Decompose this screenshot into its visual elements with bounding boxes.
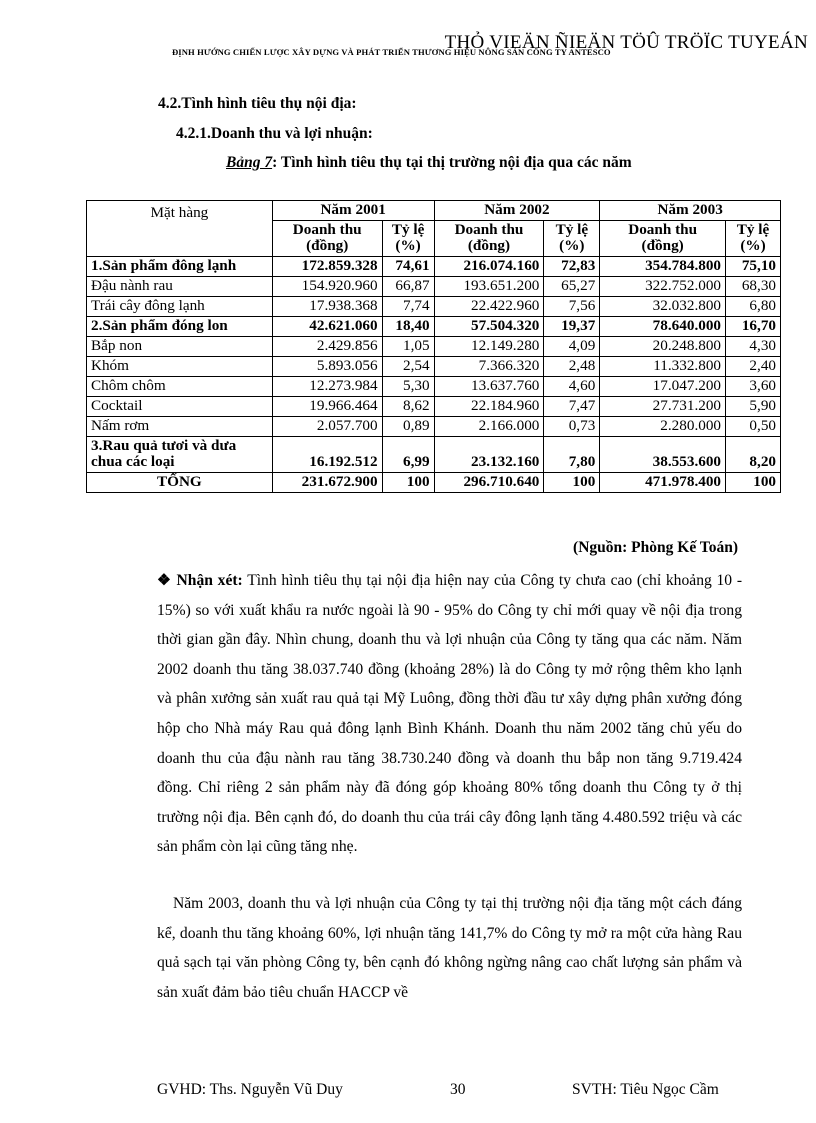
ratio-cell: 74,61 bbox=[382, 257, 434, 277]
ratio-header: Tỷ lệ (%) bbox=[544, 221, 600, 257]
revenue-cell: 19.966.464 bbox=[272, 397, 382, 417]
ratio-cell: 4,30 bbox=[726, 337, 781, 357]
ratio-cell: 75,10 bbox=[726, 257, 781, 277]
comment-lead: Nhận xét: bbox=[176, 572, 243, 589]
item-name-cell: Khóm bbox=[87, 357, 273, 377]
revenue-header: Doanh thu (đồng) bbox=[434, 221, 544, 257]
revenue-cell: 17.047.200 bbox=[600, 377, 726, 397]
ratio-cell: 2,48 bbox=[544, 357, 600, 377]
revenue-header: Doanh thu (đồng) bbox=[272, 221, 382, 257]
comment-text: Tình hình tiêu thụ tại nội địa hiện nay của Công ty chưa cao (chỉ khoảng 10 - 15%) so với xuất khẩu ra nước ngoài là 90 - 95% do Công ty chỉ mới quay về nội địa trong thời gian gần đây. Nhìn chung, doanh thu và lợi nhuận của Công ty tăng qua các năm. Năm 2002 doanh thu tăng 38.037.740 đồng (khoảng 28%) là do Công ty mở rộng thêm kho lạnh và phân xưởng sản xuất rau quả tại Mỹ Luông, đồng thời đầu tư xây dựng phân xưởng đóng hộp cho Nhà máy Rau quả đông lạnh Bình Khánh. Doanh thu năm 2002 tăng chủ yếu do doanh thu của đậu nành rau tăng 38.730.240 đồng và doanh thu bắp non tăng 9.719.424 đồng. Chỉ riêng 2 sản phẩm này đã đóng góp khoảng 80% tổng doanh thu Công ty ở thị trường nội địa. Bên cạnh đó, do doanh thu của trái cây đông lạnh tăng 4.480.592 triệu và các sản phẩm còn lại cũng tăng nhẹ. bbox=[157, 572, 743, 856]
page-number: 30 bbox=[450, 1081, 466, 1098]
ratio-cell: 18,40 bbox=[382, 317, 434, 337]
item-name-cell: Trái cây đông lạnh bbox=[87, 297, 273, 317]
item-name-cell: Nấm rơm bbox=[87, 417, 273, 437]
ratio-cell: 19,37 bbox=[544, 317, 600, 337]
ratio-cell: 2,54 bbox=[382, 357, 434, 377]
revenue-header: Doanh thu (đồng) bbox=[600, 221, 726, 257]
footer-advisor: GVHD: Ths. Nguyễn Vũ Duy bbox=[157, 1081, 343, 1098]
year-header: Năm 2001 bbox=[272, 201, 434, 221]
footer-student: SVTH: Tiêu Ngọc Cầm bbox=[572, 1081, 719, 1098]
item-name-cell: 3.Rau quả tươi và dưa chua các loại bbox=[87, 437, 273, 473]
ratio-cell: 0,50 bbox=[726, 417, 781, 437]
item-name-cell: 1.Sản phẩm đông lạnh bbox=[87, 257, 273, 277]
ratio-cell: 6,80 bbox=[726, 297, 781, 317]
revenue-cell: 38.553.600 bbox=[600, 437, 726, 473]
ratio-cell: 1,05 bbox=[382, 337, 434, 357]
table-caption-label: Bảng 7 bbox=[226, 154, 273, 171]
table-row bbox=[87, 337, 781, 357]
ratio-cell: 6,99 bbox=[382, 437, 434, 473]
ratio-cell: 100 bbox=[544, 473, 600, 493]
table-body bbox=[87, 257, 781, 493]
revenue-cell: 354.784.800 bbox=[600, 257, 726, 277]
ratio-cell: 7,47 bbox=[544, 397, 600, 417]
subsection-heading: 4.2.1.Doanh thu và lợi nhuận: bbox=[176, 125, 373, 142]
revenue-cell: 17.938.368 bbox=[272, 297, 382, 317]
revenue-cell: 23.132.160 bbox=[434, 437, 544, 473]
table-caption-text: : Tình hình tiêu thụ tại thị trường nội địa qua các năm bbox=[272, 154, 632, 171]
body-paragraph: Năm 2003, doanh thu và lợi nhuận của Công ty tại thị trường nội địa tăng một cách đáng kể, doanh thu tăng khoảng 60%, lợi nhuận tăng 141,7% do Công ty mở ra một cửa hàng Rau quả sạch tại văn phòng Công ty, bên cạnh đó không ngừng nâng cao chất lượng sản phẩm và sản xuất đảm bảo tiêu chuẩn HACCP về bbox=[157, 895, 742, 1001]
ratio-header: Tỷ lệ (%) bbox=[726, 221, 781, 257]
year-header: Năm 2002 bbox=[434, 201, 600, 221]
table-row bbox=[87, 297, 781, 317]
table-row bbox=[87, 357, 781, 377]
table-row bbox=[87, 377, 781, 397]
ratio-cell: 7,74 bbox=[382, 297, 434, 317]
revenue-cell: 42.621.060 bbox=[272, 317, 382, 337]
revenue-cell: 20.248.800 bbox=[600, 337, 726, 357]
revenue-cell: 13.637.760 bbox=[434, 377, 544, 397]
ratio-cell: 3,60 bbox=[726, 377, 781, 397]
domestic-sales-table bbox=[86, 200, 781, 493]
revenue-cell: 27.731.200 bbox=[600, 397, 726, 417]
item-name-cell: Chôm chôm bbox=[87, 377, 273, 397]
revenue-cell: 296.710.640 bbox=[434, 473, 544, 493]
item-name-cell: Đậu nành rau bbox=[87, 277, 273, 297]
item-name-cell: Cocktail bbox=[87, 397, 273, 417]
ratio-cell: 5,90 bbox=[726, 397, 781, 417]
revenue-cell: 57.504.320 bbox=[434, 317, 544, 337]
ratio-cell: 4,60 bbox=[544, 377, 600, 397]
revenue-cell: 216.074.160 bbox=[434, 257, 544, 277]
revenue-cell: 193.651.200 bbox=[434, 277, 544, 297]
table-header-row-years bbox=[87, 201, 781, 221]
item-name-cell: Bắp non bbox=[87, 337, 273, 357]
year-header: Năm 2003 bbox=[600, 201, 781, 221]
ratio-cell: 8,62 bbox=[382, 397, 434, 417]
revenue-cell: 32.032.800 bbox=[600, 297, 726, 317]
revenue-cell: 12.149.280 bbox=[434, 337, 544, 357]
revenue-cell: 5.893.056 bbox=[272, 357, 382, 377]
revenue-cell: 78.640.000 bbox=[600, 317, 726, 337]
section-heading: 4.2.Tình hình tiêu thụ nội địa: bbox=[158, 95, 357, 112]
item-column-header: Mặt hàng bbox=[87, 201, 273, 257]
ratio-header: Tỷ lệ (%) bbox=[382, 221, 434, 257]
table-caption bbox=[226, 154, 632, 172]
revenue-cell: 471.978.400 bbox=[600, 473, 726, 493]
table-row bbox=[87, 437, 781, 473]
running-header: ĐỊNH HƯỚNG CHIẾN LƯỢC XÂY DỰNG VÀ PHÁT TRIỂN THƯƠNG HIỆU NÔNG SẢN CÔNG TY ANTESCO bbox=[172, 47, 611, 57]
revenue-cell: 2.280.000 bbox=[600, 417, 726, 437]
table-row bbox=[87, 417, 781, 437]
revenue-cell: 7.366.320 bbox=[434, 357, 544, 377]
ratio-cell: 7,56 bbox=[544, 297, 600, 317]
revenue-cell: 11.332.800 bbox=[600, 357, 726, 377]
revenue-cell: 12.273.984 bbox=[272, 377, 382, 397]
revenue-cell: 322.752.000 bbox=[600, 277, 726, 297]
table-row bbox=[87, 277, 781, 297]
ratio-cell: 7,80 bbox=[544, 437, 600, 473]
table-row bbox=[87, 317, 781, 337]
ratio-cell: 0,89 bbox=[382, 417, 434, 437]
revenue-cell: 154.920.960 bbox=[272, 277, 382, 297]
ratio-cell: 8,20 bbox=[726, 437, 781, 473]
revenue-cell: 2.166.000 bbox=[434, 417, 544, 437]
ratio-cell: 65,27 bbox=[544, 277, 600, 297]
table-row bbox=[87, 257, 781, 277]
item-name-cell: TỔNG bbox=[87, 473, 273, 493]
revenue-cell: 22.422.960 bbox=[434, 297, 544, 317]
ratio-cell: 16,70 bbox=[726, 317, 781, 337]
diamond-bullet-icon: ❖ bbox=[157, 572, 172, 589]
revenue-cell: 22.184.960 bbox=[434, 397, 544, 417]
ratio-cell: 68,30 bbox=[726, 277, 781, 297]
ratio-cell: 72,83 bbox=[544, 257, 600, 277]
ratio-cell: 4,09 bbox=[544, 337, 600, 357]
revenue-cell: 2.429.856 bbox=[272, 337, 382, 357]
revenue-cell: 231.672.900 bbox=[272, 473, 382, 493]
item-name-cell: 2.Sản phẩm đóng lon bbox=[87, 317, 273, 337]
ratio-cell: 2,40 bbox=[726, 357, 781, 377]
ratio-cell: 100 bbox=[382, 473, 434, 493]
table-row bbox=[87, 397, 781, 417]
revenue-cell: 16.192.512 bbox=[272, 437, 382, 473]
revenue-cell: 172.859.328 bbox=[272, 257, 382, 277]
revenue-cell: 2.057.700 bbox=[272, 417, 382, 437]
watermark: THỎ VIEÄN ÑIEÄN TÖÛ TRÖÏC TUYEÁN bbox=[444, 32, 808, 53]
table-row bbox=[87, 473, 781, 493]
ratio-cell: 5,30 bbox=[382, 377, 434, 397]
comment-paragraph bbox=[157, 566, 742, 862]
source-note: (Nguồn: Phòng Kế Toán) bbox=[573, 539, 738, 556]
ratio-cell: 0,73 bbox=[544, 417, 600, 437]
ratio-cell: 66,87 bbox=[382, 277, 434, 297]
ratio-cell: 100 bbox=[726, 473, 781, 493]
